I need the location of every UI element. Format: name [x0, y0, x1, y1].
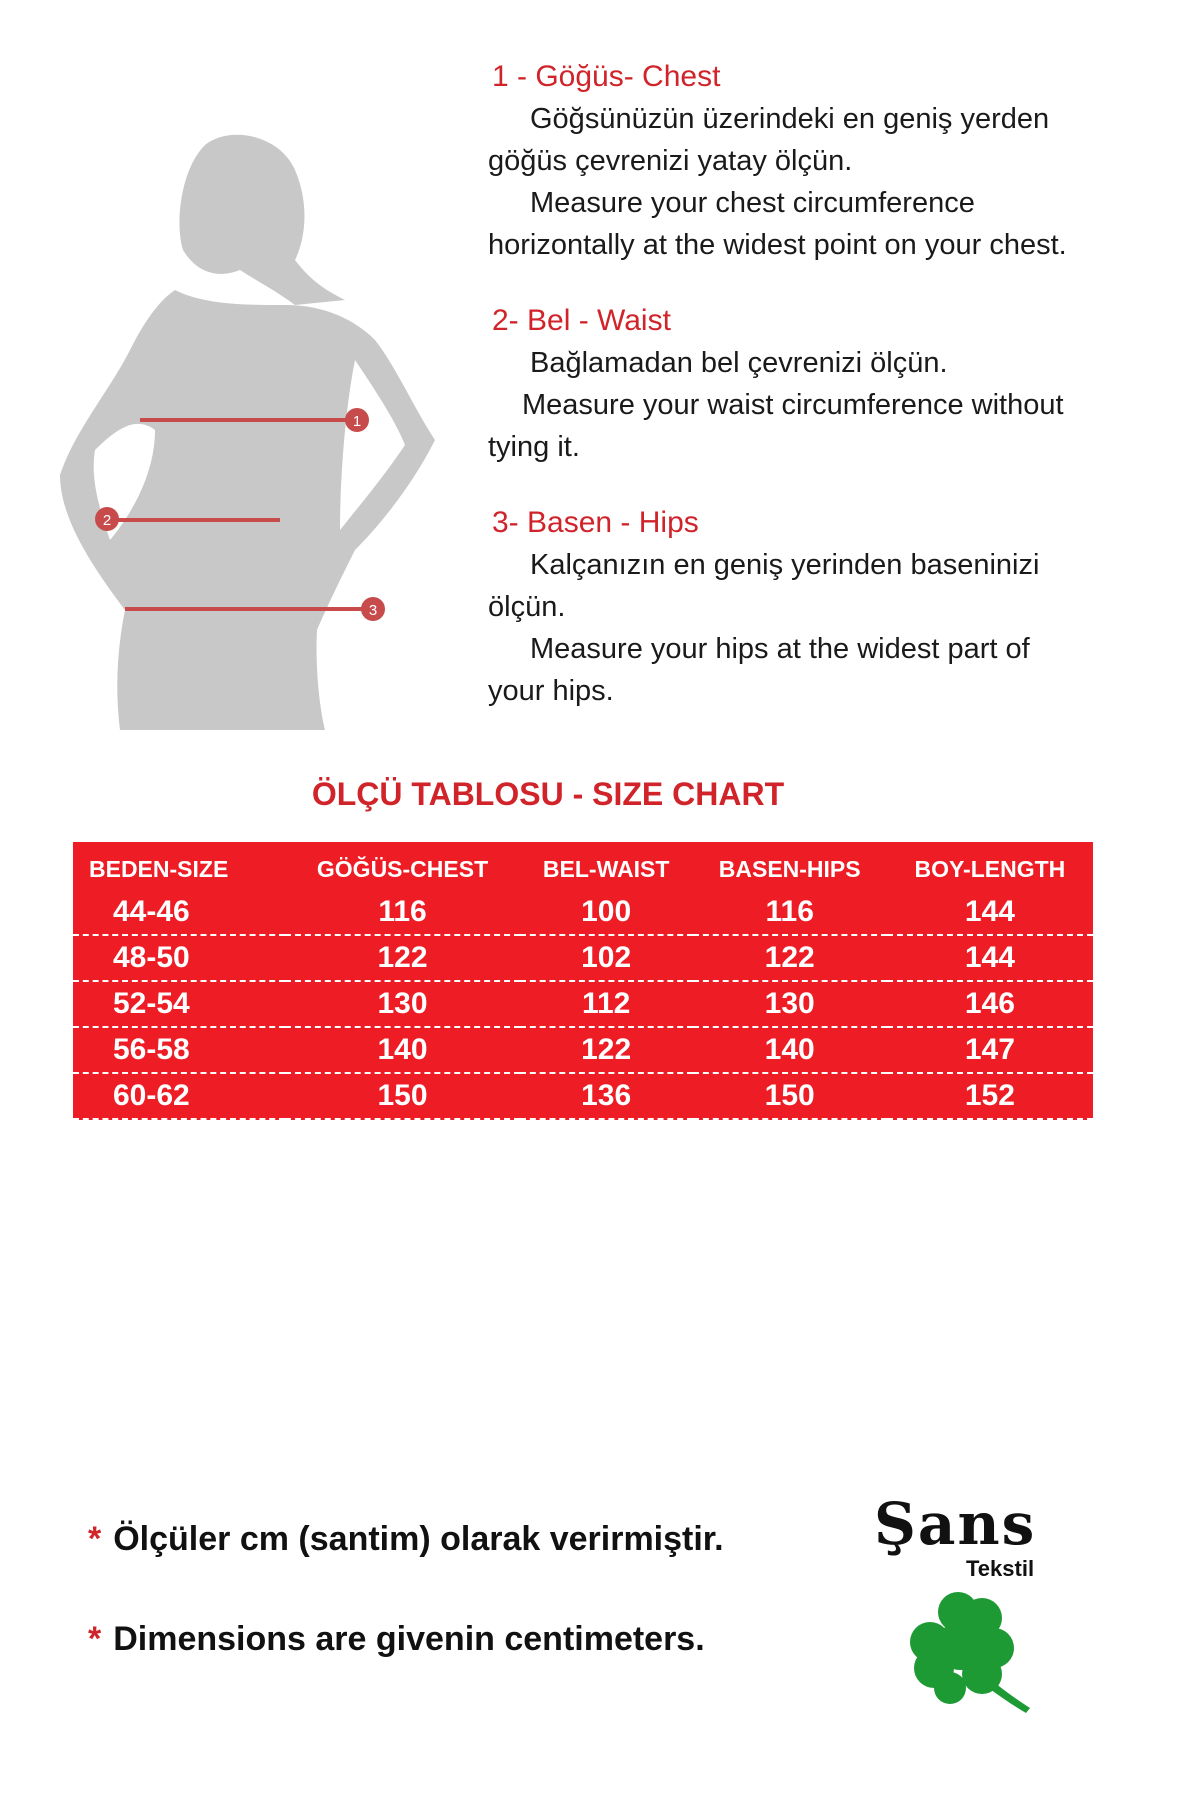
- clover-icon: [908, 1590, 1038, 1715]
- section-chest: [488, 58, 1178, 266]
- cell-hips: 140: [693, 1027, 887, 1073]
- asterisk-icon: *: [88, 1520, 102, 1558]
- cell-chest: 140: [285, 1027, 519, 1073]
- section-text-waist: Bağlamadan bel çevrenizi ölçün. Measure your waist circumference without tying it.: [488, 347, 1064, 463]
- cell-hips: 150: [693, 1073, 887, 1119]
- table-row: [73, 981, 1093, 1027]
- cell-chest: 150: [285, 1073, 519, 1119]
- brand-name: Şans: [874, 1490, 1037, 1558]
- header-waist: BEL-WAIST: [542, 855, 670, 882]
- section-title-hips: 3- Basen - Hips: [492, 506, 699, 539]
- asterisk-icon: *: [88, 1620, 102, 1658]
- cell-waist: 100: [520, 890, 693, 935]
- cell-chest: 116: [285, 890, 519, 935]
- header-chest: GÖĞÜS-CHEST: [316, 855, 489, 882]
- note-english-text: Dimensions are givenin centimeters.: [113, 1620, 705, 1658]
- header-length: BOY-LENGTH: [914, 855, 1066, 882]
- cell-size: 56-58: [73, 1027, 285, 1073]
- marker-chest: [345, 408, 369, 432]
- section-hips: [488, 504, 1178, 712]
- marker-waist: [95, 507, 119, 531]
- cell-chest: 122: [285, 935, 519, 981]
- cell-hips: 122: [693, 935, 887, 981]
- svg-text:2: 2: [102, 512, 112, 529]
- table-row: [73, 935, 1093, 981]
- cell-length: 144: [887, 935, 1093, 981]
- measurement-instructions: [488, 58, 1178, 748]
- header-hips: BASEN-HIPS: [718, 855, 861, 882]
- cell-size: 48-50: [73, 935, 285, 981]
- cell-waist: 102: [520, 935, 693, 981]
- section-text-chest: Göğsünüzün üzerindeki en geniş yerden göğüs çevrenizi yatay ölçün. Measure your chest circumference horizontally at the widest point on your chest.: [488, 103, 1067, 261]
- size-chart-title: ÖLÇÜ TABLOSU - SIZE CHART: [311, 776, 785, 812]
- section-title-waist: 2- Bel - Waist: [492, 304, 671, 337]
- cell-hips: 116: [693, 890, 887, 935]
- section-title-chest: 1 - Göğüs- Chest: [492, 60, 721, 93]
- cell-waist: 122: [520, 1027, 693, 1073]
- cell-size: 44-46: [73, 890, 285, 935]
- cell-length: 152: [887, 1073, 1093, 1119]
- cell-chest: 130: [285, 981, 519, 1027]
- note-turkish: [88, 1520, 724, 1559]
- svg-text:1: 1: [352, 413, 362, 430]
- table-row: [73, 890, 1093, 935]
- cell-waist: 136: [520, 1073, 693, 1119]
- body-silhouette-figure: [55, 130, 455, 730]
- silhouette-head: [179, 135, 345, 305]
- table-row: [73, 1073, 1093, 1119]
- note-turkish-text: Ölçüler cm (santim) olarak verirmiştir.: [113, 1520, 724, 1558]
- section-waist: [488, 302, 1178, 468]
- brand-logo: [870, 1490, 1070, 1720]
- table-header-row: [73, 842, 1093, 890]
- size-chart-table: [73, 842, 1093, 1120]
- cell-length: 144: [887, 890, 1093, 935]
- cell-waist: 112: [520, 981, 693, 1027]
- cell-size: 60-62: [73, 1073, 285, 1119]
- section-text-hips: Kalçanızın en geniş yerinden baseninizi ölçün. Measure your hips at the widest part of your hips.: [488, 549, 1040, 707]
- note-english: [88, 1620, 705, 1659]
- marker-hips: [361, 597, 385, 621]
- header-size: BEDEN-SIZE: [89, 855, 229, 882]
- cell-length: 147: [887, 1027, 1093, 1073]
- cell-hips: 130: [693, 981, 887, 1027]
- brand-subtitle: Tekstil: [966, 1556, 1035, 1581]
- table-row: [73, 1027, 1093, 1073]
- cell-size: 52-54: [73, 981, 285, 1027]
- cell-length: 146: [887, 981, 1093, 1027]
- svg-text:3: 3: [368, 602, 378, 619]
